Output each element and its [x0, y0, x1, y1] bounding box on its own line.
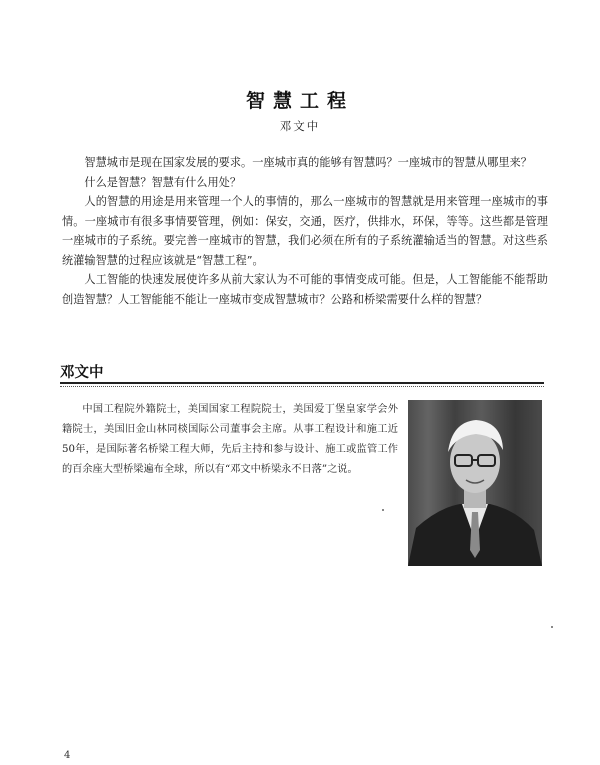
page-number: 4	[64, 750, 71, 761]
paragraph: 人的智慧的用途是用来管理一个人的事情的，那么一座城市的智慧就是用来管理一座城市的事情。一座城市有很多事情要管理，例如：保安，交通，医疗，供排水，环保，等等。这些都是管理一座城市的子系统。要完善一座城市的智慧，我们必须在所有的子系统灌输适当的智慧。对这些系统灌输智慧的过程应该就是“智慧工程”。	[62, 195, 548, 267]
paragraph: 什么是智慧？智慧有什么用处？	[84, 175, 242, 189]
section-divider-thin	[60, 386, 544, 387]
article-author: 邓文中	[279, 119, 321, 133]
paragraph: 智慧城市是现在国家发展的要求。一座城市真的能够有智慧吗？一座城市的智慧从哪里来？	[84, 156, 532, 169]
scan-speck	[551, 626, 553, 628]
bio-heading: 邓文中	[60, 365, 104, 381]
paragraph: 人工智能的快速发展使许多从前大家认为不可能的事情变成可能。但是，人工智能能不能帮助创造智慧？人工智能能不能让一座城市变成智慧城市？公路和桥梁需要什么样的智慧？	[62, 273, 548, 306]
article-body	[62, 153, 548, 309]
bio-paragraph: 中国工程院外籍院士，美国国家工程院院士，美国爱丁堡皇家学会外籍院士，美国旧金山林同棪国际公司董事会主席。从事工程设计和施工近50年，是国际著名桥梁工程大师，先后主持和参与设计、施工或监管工作的百余座大型桥梁遍布全球，所以有“邓文中桥梁永不日落”之说。	[62, 404, 398, 475]
article-title: 智慧工程	[245, 90, 354, 112]
portrait-illustration	[408, 400, 542, 566]
scan-speck	[382, 509, 384, 511]
section-divider	[60, 382, 544, 384]
author-portrait	[408, 400, 542, 566]
bio-text	[62, 400, 398, 480]
